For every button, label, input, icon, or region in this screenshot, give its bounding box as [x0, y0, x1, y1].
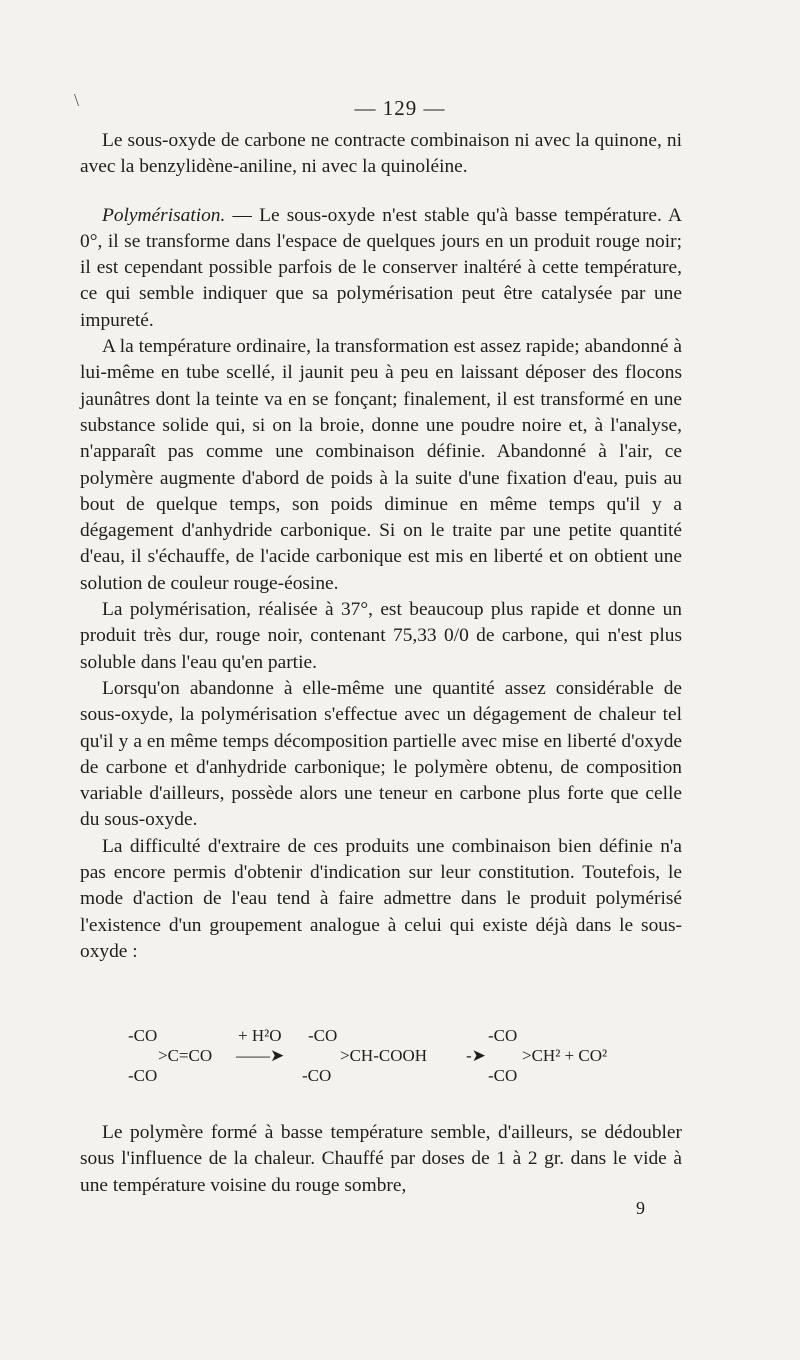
formula-c-bot: -CO [488, 1066, 518, 1085]
formula-c-top: -CO [488, 1026, 518, 1045]
chemical-formula [128, 1026, 688, 1096]
formula-a-bot: -CO [128, 1066, 158, 1085]
formula-reagent: + H²O [238, 1026, 282, 1045]
formula-b-bot: -CO [302, 1066, 332, 1085]
formula-b-mid: >CH-COOH [340, 1046, 428, 1065]
formula-a-top: -CO [128, 1026, 158, 1045]
paragraph-2-text: — Le sous-oxyde n'est stable qu'à basse température. A 0°, il se transforme dans l'espace de quelques jours en un produit rouge noir; il est cependant possible parfois de le conserver inaltéré à cette température, ce qui semble indiquer que sa polymérisation peut être catalysée par une impureté. [80, 204, 682, 331]
formula-a-mid: >C=CO [158, 1046, 213, 1065]
formula-b-top: -CO [308, 1026, 338, 1045]
paragraph-3: A la température ordinaire, la transformation est assez rapide; abandonné à lui-même en tube scellé, il jaunit peu à peu en laissant déposer des flocons jaunâtres dont la teinte va en se fonçant; finalement, il est transformé en une substance solide qui, si on la broie, donne une poudre noire et, à l'analyse, n'apparaît pas comme une combinaison définie. Abandonné à l'air, ce polymère augmente d'abord de poids à la suite d'une fixation d'eau, puis au bout de quelque temps, son poids diminue en même temps qu'il y a dégagement d'anhydride carbonique. Si on le traite par une petite quantité d'eau, il s'échauffe, de l'acide carbonique est mis en liberté et on obtient une solution de couleur rouge-éosine. [80, 336, 682, 594]
stray-mark: \ [74, 90, 80, 110]
paragraph-4: La polymérisation, réalisée à 37°, est beaucoup plus rapide et donne un produit très dur, rouge noir, contenant 75,33 0/0 de carbone, qui n'est plus soluble dans l'eau qu'en partie. [80, 599, 682, 673]
page-header-number: — 129 — [354, 96, 446, 120]
formula-c-mid: >CH² + CO² [522, 1046, 608, 1065]
closing-text [80, 1120, 682, 1199]
paragraph-5: Lorsqu'on abandonne à elle-même une quantité assez considérable de sous-oxyde, la polymérisation s'effectue avec un dégagement de chaleur tel qu'il y a en même temps décomposition partielle avec mise en liberté d'oxyde de carbone et d'anhydride carbonique; le polymère obtenu, de composition variable d'ailleurs, possède alors une teneur en carbone plus forte que celle du sous-oxyde. [80, 677, 682, 831]
formula-arrow-2: -➤ [466, 1046, 486, 1065]
paragraph-7: Le polymère formé à basse température semble, d'ailleurs, se dédoubler sous l'influence de la chaleur. Chauffé par doses de 1 à 2 gr. dans le vide à une température voisine du rouge sombre, [80, 1122, 682, 1196]
signature-folio: 9 [636, 1198, 645, 1218]
paragraph-6: La difficulté d'extraire de ces produits une combinaison bien définie n'a pas encore permis d'obtenir d'indication sur leur constitution. Toutefois, le mode d'action de l'eau tend à faire admettre dans le produit polymérisé l'existence d'un groupement analogue à celui qui existe déjà dans le sous-oxyde : [80, 835, 682, 962]
section-heading: Polymérisation. [102, 204, 226, 226]
paragraph-1: Le sous-oxyde de carbone ne contracte combinaison ni avec la quinone, ni avec la benzylidène-aniline, ni avec la quinoléine. [80, 130, 682, 178]
paragraph-2 [80, 203, 682, 334]
formula-arrow-1: ——➤ [236, 1046, 285, 1065]
main-text [80, 128, 682, 965]
